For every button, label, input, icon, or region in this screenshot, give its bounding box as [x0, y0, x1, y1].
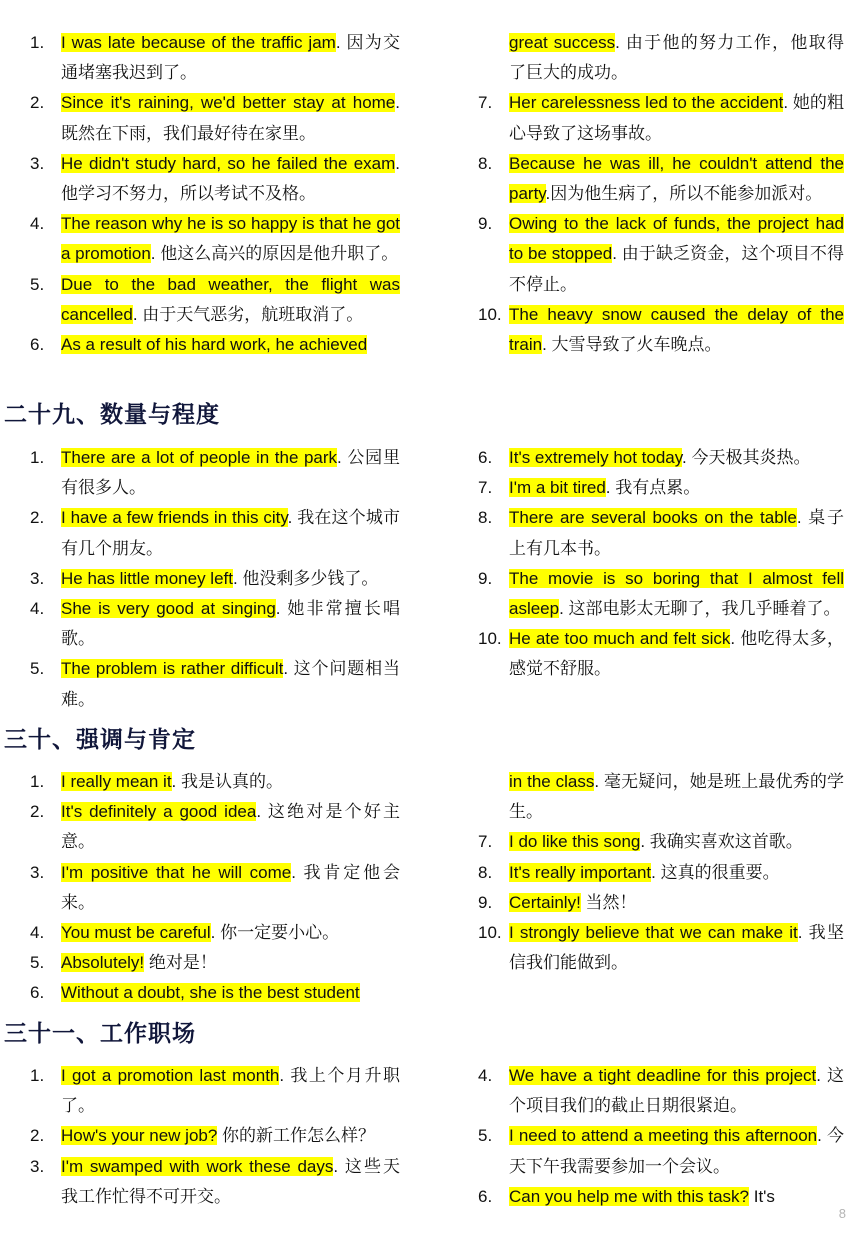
list-item: 1. I really mean it. 我是认真的。 — [30, 772, 283, 791]
list-item: 1. I got a promotion last month. 我上个月升职了。 — [30, 1066, 400, 1116]
list-item: 9. Certainly! 当然！ — [478, 892, 637, 912]
list-item: 10. I strongly believe that we can make it. 我坚信我们能做到。 — [478, 923, 844, 973]
english-sentence: great success — [509, 33, 616, 52]
english-sentence: I need to attend a meeting this afternoon — [509, 1126, 818, 1146]
chinese-translation: . 大雪导致了火车晚点。 — [542, 335, 722, 355]
chinese-translation: . 今天下午我需要参加一个会议。 — [509, 1126, 844, 1176]
list-item: 7. I'm a bit tired. 我有点累。 — [478, 478, 701, 498]
chinese-translation: . 由于缺乏资金，这个项目不得不停止。 — [509, 244, 844, 294]
chinese-translation: . 这绝对是个好主意。 — [61, 802, 401, 852]
list-item: 2. I have a few friends in this city. 我在这个城市有几个朋友。 — [30, 508, 400, 558]
list-item: 5. Absolutely! 绝对是！ — [30, 953, 217, 973]
english-sentence: He has little money left — [61, 568, 233, 588]
english-sentence: Owing to the lack of funds, the project had to be stopped — [509, 214, 844, 264]
english-sentence: Her carelessness led to the accident — [509, 93, 784, 113]
english-sentence: There are several books on the table — [509, 508, 797, 528]
left-column — [30, 1061, 400, 1212]
english-sentence: There are a lot of people in the park — [61, 448, 338, 467]
list-item: 3. I'm positive that he will come. 我肯定他会来。 — [30, 862, 400, 912]
list-item: 6. It's extremely hot today. 今天极其炎热。 — [478, 448, 811, 467]
english-sentence: I have a few friends in this city — [61, 508, 288, 528]
chinese-translation: .因为他生病了，所以不能参加派对。 — [545, 184, 823, 204]
list-item: 8. There are several books on the table. 桌子上有几本书。 — [478, 508, 845, 558]
chinese-translation: . 既然在下雨，我们最好待在家里。 — [61, 93, 400, 143]
chinese-translation: . 桌子上有几本书。 — [509, 508, 845, 558]
english-sentence: I'm positive that he will come — [61, 862, 292, 882]
list-item: 2. Since it's raining, we'd better stay at home. 既然在下雨，我们最好待在家里。 — [30, 93, 400, 143]
english-sentence: in the class — [509, 772, 595, 791]
chinese-translation: . 她的粗心导致了这场事故。 — [509, 93, 844, 143]
english-sentence: She is very good at singing — [61, 599, 276, 619]
list-item: 1. There are a lot of people in the park. 公园里有很多人。 — [30, 448, 400, 498]
chinese-translation: . 她非常擅长唱歌。 — [61, 599, 401, 649]
chinese-translation: . 他没剩多少钱了。 — [232, 568, 379, 588]
left-column — [30, 443, 400, 715]
list-item: 7. I do like this song. 我确实喜欢这首歌。 — [478, 832, 803, 852]
chinese-translation: . 他这么高兴的原因是他升职了。 — [150, 244, 399, 264]
chinese-translation: . 我有点累。 — [605, 478, 701, 498]
chinese-translation: . 我是认真的。 — [171, 772, 283, 791]
english-sentence: I'm swamped with work these days — [61, 1156, 334, 1176]
chinese-translation: 绝对是！ — [144, 953, 217, 973]
english-sentence: I was late because of the traffic jam — [61, 33, 336, 52]
english-sentence: I do like this song — [509, 832, 641, 852]
chinese-translation: It's — [749, 1186, 775, 1206]
list-item: 8. It's really important. 这真的很重要。 — [478, 862, 780, 882]
english-sentence: It's definitely a good idea — [61, 802, 257, 822]
english-sentence: As a result of his hard work, he achieved — [61, 335, 368, 355]
english-sentence: The problem is rather difficult — [61, 659, 284, 679]
english-sentence: How's your new job? — [61, 1126, 218, 1146]
right-column — [478, 1061, 844, 1212]
list-item: 2. How's your new job? 你的新工作怎么样？ — [30, 1126, 376, 1146]
english-sentence: He ate too much and felt sick — [509, 629, 731, 649]
english-sentence: Because he was ill, he couldn't attend the party — [509, 153, 844, 204]
english-sentence: The heavy snow caused the delay of the train — [509, 304, 844, 355]
list-item: 7. Her carelessness led to the accident. 她的粗心导致了这场事故。 — [478, 93, 844, 143]
section-heading-emphasis: 三十、强调与肯定 — [4, 727, 196, 753]
english-sentence: The movie is so boring that I almost fell asleep — [509, 568, 844, 619]
english-sentence: Absolutely! — [61, 953, 145, 973]
list-item: 4. You must be careful. 你一定要小心。 — [30, 923, 340, 943]
chinese-translation: . 我上个月升职了。 — [61, 1066, 400, 1116]
english-sentence: We have a tight deadline for this project — [509, 1066, 817, 1085]
chinese-translation: . 他学习不努力，所以考试不及格。 — [61, 153, 400, 204]
list-item: 10. He ate too much and felt sick. 他吃得太多，感觉不舒服。 — [478, 629, 844, 679]
chinese-translation: . 我在这个城市有几个朋友。 — [61, 508, 400, 558]
chinese-translation: . 我确实喜欢这首歌。 — [640, 832, 803, 852]
english-sentence: Can you help me with this task? — [509, 1186, 750, 1206]
english-sentence: Certainly! — [509, 892, 581, 912]
english-sentence: It's extremely hot today — [509, 448, 683, 467]
chinese-translation: . 这部电影太无聊了，我几乎睡着了。 — [559, 599, 841, 619]
list-item: 5. I need to attend a meeting this afternoon. 今天下午我需要参加一个会议。 — [478, 1126, 844, 1176]
right-column — [478, 767, 844, 978]
list-item: 10. The heavy snow caused the delay of the train. 大雪导致了火车晚点。 — [478, 304, 844, 355]
english-sentence: Since it's raining, we'd better stay at home — [61, 93, 396, 113]
english-sentence: It's really important — [509, 862, 652, 882]
chinese-translation: 当然！ — [580, 892, 637, 912]
chinese-translation: . 你一定要小心。 — [210, 923, 340, 943]
list-item: 9. Owing to the lack of funds, the project had to be stopped. 由于缺乏资金，这个项目不得不停止。 — [478, 214, 844, 294]
left-column — [30, 767, 400, 1009]
english-sentence: The reason why he is so happy is that he got a promotion — [61, 214, 400, 264]
english-sentence: I really mean it — [61, 772, 172, 791]
list-item: 6. Without a doubt, she is the best student — [30, 983, 360, 1003]
chinese-translation: . 因为交通堵塞我迟到了。 — [61, 33, 401, 83]
list-item: 3. He didn't study hard, so he failed the exam. 他学习不努力，所以考试不及格。 — [30, 153, 400, 204]
list-item: 1. I was late because of the traffic jam. 因为交通堵塞我迟到了。 — [30, 33, 401, 83]
list-item — [478, 28, 844, 88]
english-sentence: I got a promotion last month — [61, 1066, 280, 1085]
chinese-translation: . 这个问题相当难。 — [61, 659, 400, 709]
page-number: 8 — [838, 1206, 846, 1221]
english-sentence: You must be careful — [61, 923, 211, 943]
chinese-translation: . 这真的很重要。 — [651, 862, 780, 882]
section-heading-quantity-degree: 二十九、数量与程度 — [4, 402, 220, 428]
chinese-translation: . 这个项目我们的截止日期很紧迫。 — [509, 1066, 844, 1116]
list-item: 6. As a result of his hard work, he achieved — [30, 335, 368, 355]
list-item: 8. Because he was ill, he couldn't attend the party.因为他生病了，所以不能参加派对。 — [478, 153, 844, 204]
chinese-translation: . 这些天我工作忙得不可开交。 — [61, 1156, 400, 1206]
english-sentence: He didn't study hard, so he failed the exam — [61, 153, 396, 173]
left-column — [30, 28, 400, 360]
list-item: 2. It's definitely a good idea. 这绝对是个好主意。 — [30, 802, 401, 852]
list-item: 4. The reason why he is so happy is that he got a promotion. 他这么高兴的原因是他升职了。 — [30, 214, 400, 264]
chinese-translation: . 由于他的努力工作，他取得了巨大的成功。 — [509, 33, 844, 83]
english-sentence: I strongly believe that we can make it — [509, 923, 798, 943]
english-sentence: Due to the bad weather, the flight was cancelled — [61, 274, 400, 324]
list-item: 5. Due to the bad weather, the flight was cancelled. 由于天气恶劣，航班取消了。 — [30, 274, 400, 324]
chinese-translation: . 毫无疑问，她是班上最优秀的学生。 — [509, 772, 844, 822]
chinese-translation: 你的新工作怎么样？ — [217, 1126, 376, 1146]
list-item: 4. We have a tight deadline for this project. 这个项目我们的截止日期很紧迫。 — [478, 1066, 844, 1116]
list-item: 6. Can you help me with this task? It's — [478, 1186, 775, 1206]
right-column — [478, 443, 844, 685]
list-item: 4. She is very good at singing. 她非常擅长唱歌。 — [30, 599, 401, 649]
list-item: 3. I'm swamped with work these days. 这些天我工作忙得不可开交。 — [30, 1156, 400, 1206]
list-item: 3. He has little money left. 他没剩多少钱了。 — [30, 568, 379, 588]
section-heading-workplace: 三十一、工作职场 — [4, 1021, 196, 1047]
chinese-translation: . 我坚信我们能做到。 — [509, 923, 844, 973]
english-sentence: Without a doubt, she is the best student — [61, 983, 360, 1003]
list-item — [478, 767, 844, 827]
chinese-translation: . 今天极其炎热。 — [682, 448, 811, 467]
chinese-translation: . 公园里有很多人。 — [61, 448, 400, 498]
right-column — [478, 28, 844, 360]
list-item: 9. The movie is so boring that I almost fell asleep. 这部电影太无聊了，我几乎睡着了。 — [478, 568, 844, 619]
list-item: 5. The problem is rather difficult. 这个问题相当难。 — [30, 659, 400, 709]
chinese-translation: . 我肯定他会来。 — [61, 862, 400, 912]
chinese-translation: . 由于天气恶劣，航班取消了。 — [132, 304, 364, 324]
english-sentence: I'm a bit tired — [509, 478, 606, 498]
chinese-translation: . 他吃得太多，感觉不舒服。 — [509, 629, 844, 679]
